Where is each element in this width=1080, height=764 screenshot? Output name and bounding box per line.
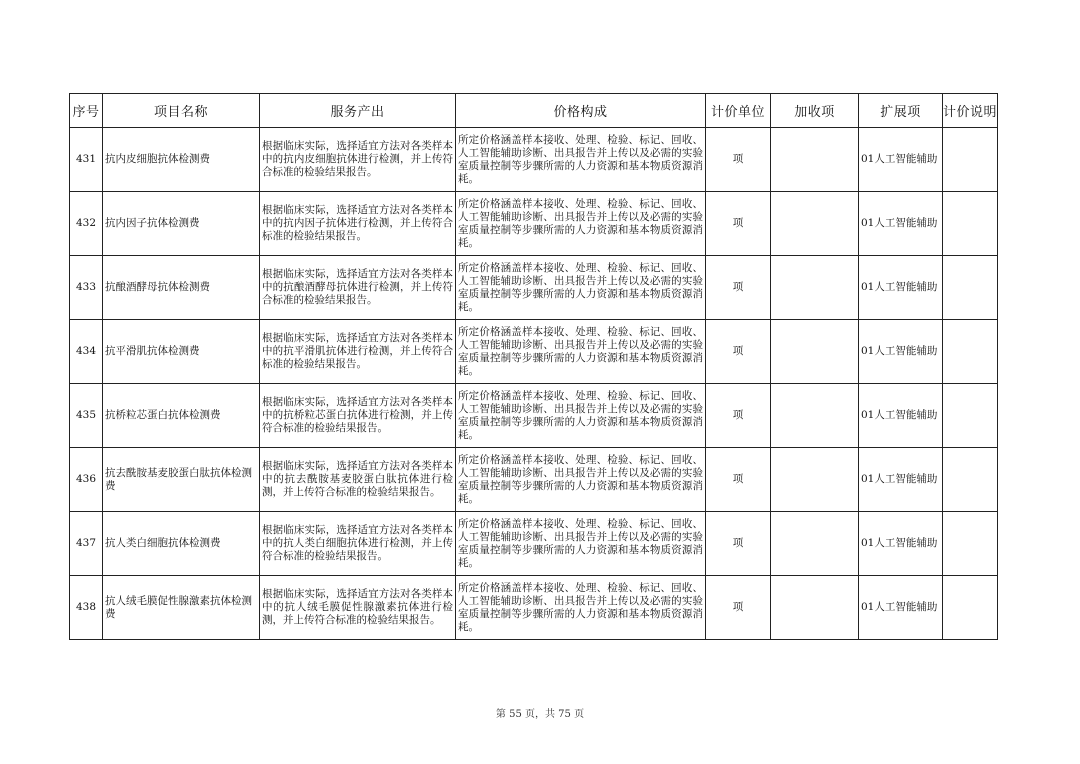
cell-extension: 01人工智能辅助 (859, 576, 943, 640)
cell-no: 438 (70, 576, 103, 640)
header-price: 价格构成 (456, 94, 706, 128)
cell-surcharge (771, 576, 859, 640)
table-row (70, 512, 998, 576)
cell-extension: 01人工智能辅助 (859, 512, 943, 576)
cell-note (943, 256, 998, 320)
cell-unit: 项 (706, 256, 771, 320)
cell-extension: 01人工智能辅助 (859, 128, 943, 192)
cell-price: 所定价格涵盖样本接收、处理、检验、标记、回收、人工智能辅助诊断、出具报告并上传以及必需的实验室质量控制等步骤所需的人力资源和基本物质资源消耗。 (456, 576, 706, 640)
cell-unit: 项 (706, 192, 771, 256)
cell-price: 所定价格涵盖样本接收、处理、检验、标记、回收、人工智能辅助诊断、出具报告并上传以及必需的实验室质量控制等步骤所需的人力资源和基本物质资源消耗。 (456, 512, 706, 576)
cell-name: 抗人绒毛膜促性腺激素抗体检测费 (103, 576, 260, 640)
table-row (70, 448, 998, 512)
header-row (70, 94, 998, 128)
cell-service: 根据临床实际，选择适宜方法对各类样本中的抗去酰胺基麦胶蛋白肽抗体进行检测，并上传符合标准的检验结果报告。 (260, 448, 456, 512)
cell-service: 根据临床实际，选择适宜方法对各类样本中的抗酿酒酵母抗体进行检测，并上传符合标准的检验结果报告。 (260, 256, 456, 320)
page-number: 第 55 页，共 75 页 (495, 709, 585, 720)
cell-extension: 01人工智能辅助 (859, 320, 943, 384)
cell-service: 根据临床实际，选择适宜方法对各类样本中的抗人绒毛膜促性腺激素抗体进行检测，并上传符合标准的检验结果报告。 (260, 576, 456, 640)
header-surcharge: 加收项 (771, 94, 859, 128)
cell-price: 所定价格涵盖样本接收、处理、检验、标记、回收、人工智能辅助诊断、出具报告并上传以及必需的实验室质量控制等步骤所需的人力资源和基本物质资源消耗。 (456, 192, 706, 256)
cell-note (943, 128, 998, 192)
table-row (70, 320, 998, 384)
table-body (70, 128, 998, 640)
cell-surcharge (771, 384, 859, 448)
cell-extension: 01人工智能辅助 (859, 192, 943, 256)
table-row (70, 128, 998, 192)
cell-extension: 01人工智能辅助 (859, 256, 943, 320)
table-row (70, 384, 998, 448)
header-name: 项目名称 (103, 94, 260, 128)
cell-note (943, 448, 998, 512)
table-row (70, 256, 998, 320)
cell-surcharge (771, 256, 859, 320)
cell-price: 所定价格涵盖样本接收、处理、检验、标记、回收、人工智能辅助诊断、出具报告并上传以及必需的实验室质量控制等步骤所需的人力资源和基本物质资源消耗。 (456, 256, 706, 320)
cell-extension: 01人工智能辅助 (859, 448, 943, 512)
cell-name: 抗内皮细胞抗体检测费 (103, 128, 260, 192)
cell-service: 根据临床实际，选择适宜方法对各类样本中的抗内因子抗体进行检测，并上传符合标准的检验结果报告。 (260, 192, 456, 256)
cell-name: 抗桥粒芯蛋白抗体检测费 (103, 384, 260, 448)
cell-unit: 项 (706, 448, 771, 512)
cell-surcharge (771, 192, 859, 256)
cell-surcharge (771, 128, 859, 192)
header-extension: 扩展项 (859, 94, 943, 128)
cell-name: 抗内因子抗体检测费 (103, 192, 260, 256)
cell-note (943, 512, 998, 576)
cell-extension: 01人工智能辅助 (859, 384, 943, 448)
cell-service: 根据临床实际，选择适宜方法对各类样本中的抗桥粒芯蛋白抗体进行检测，并上传符合标准的检验结果报告。 (260, 384, 456, 448)
cell-unit: 项 (706, 128, 771, 192)
cell-price: 所定价格涵盖样本接收、处理、检验、标记、回收、人工智能辅助诊断、出具报告并上传以及必需的实验室质量控制等步骤所需的人力资源和基本物质资源消耗。 (456, 384, 706, 448)
table-row (70, 576, 998, 640)
cell-note (943, 192, 998, 256)
cell-surcharge (771, 512, 859, 576)
cell-no: 432 (70, 192, 103, 256)
cell-unit: 项 (706, 320, 771, 384)
cell-no: 435 (70, 384, 103, 448)
cell-price: 所定价格涵盖样本接收、处理、检验、标记、回收、人工智能辅助诊断、出具报告并上传以及必需的实验室质量控制等步骤所需的人力资源和基本物质资源消耗。 (456, 320, 706, 384)
cell-service: 根据临床实际，选择适宜方法对各类样本中的抗内皮细胞抗体进行检测，并上传符合标准的检验结果报告。 (260, 128, 456, 192)
header-unit: 计价单位 (706, 94, 771, 128)
cell-service: 根据临床实际，选择适宜方法对各类样本中的抗平滑肌抗体进行检测，并上传符合标准的检验结果报告。 (260, 320, 456, 384)
table-header (70, 94, 998, 128)
header-service: 服务产出 (260, 94, 456, 128)
cell-service: 根据临床实际，选择适宜方法对各类样本中的抗人类白细胞抗体进行检测，并上传符合标准的检验结果报告。 (260, 512, 456, 576)
cell-no: 436 (70, 448, 103, 512)
cell-no: 431 (70, 128, 103, 192)
cell-name: 抗去酰胺基麦胶蛋白肽抗体检测费 (103, 448, 260, 512)
header-no: 序号 (70, 94, 103, 128)
cell-price: 所定价格涵盖样本接收、处理、检验、标记、回收、人工智能辅助诊断、出具报告并上传以及必需的实验室质量控制等步骤所需的人力资源和基本物质资源消耗。 (456, 448, 706, 512)
cell-no: 433 (70, 256, 103, 320)
price-table (69, 93, 998, 640)
header-note: 计价说明 (943, 94, 998, 128)
cell-note (943, 320, 998, 384)
cell-surcharge (771, 320, 859, 384)
cell-no: 434 (70, 320, 103, 384)
cell-unit: 项 (706, 576, 771, 640)
cell-unit: 项 (706, 384, 771, 448)
table-row (70, 192, 998, 256)
cell-price: 所定价格涵盖样本接收、处理、检验、标记、回收、人工智能辅助诊断、出具报告并上传以及必需的实验室质量控制等步骤所需的人力资源和基本物质资源消耗。 (456, 128, 706, 192)
cell-name: 抗人类白细胞抗体检测费 (103, 512, 260, 576)
cell-unit: 项 (706, 512, 771, 576)
cell-name: 抗酿酒酵母抗体检测费 (103, 256, 260, 320)
cell-note (943, 576, 998, 640)
cell-surcharge (771, 448, 859, 512)
cell-name: 抗平滑肌抗体检测费 (103, 320, 260, 384)
cell-no: 437 (70, 512, 103, 576)
cell-note (943, 384, 998, 448)
